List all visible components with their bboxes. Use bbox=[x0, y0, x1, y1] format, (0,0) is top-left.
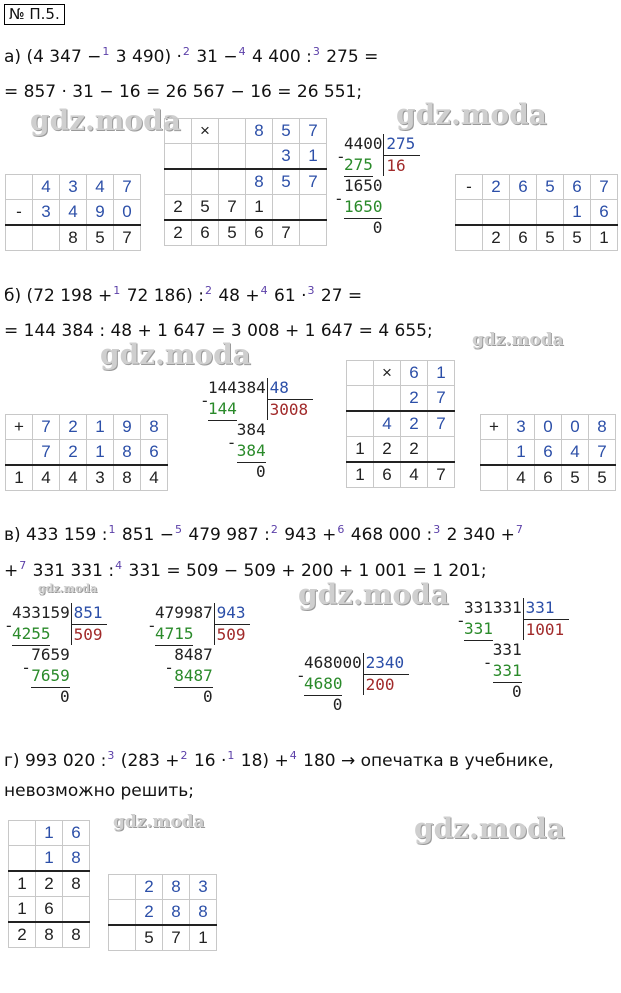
watermark: gdz.moda bbox=[298, 578, 449, 611]
division-number: 4255 bbox=[12, 624, 51, 643]
digit-cell: 8 bbox=[246, 119, 273, 144]
digit-cell: 5 bbox=[564, 225, 591, 251]
division-number: 0 bbox=[60, 687, 70, 706]
digit-cell: 2 bbox=[483, 175, 510, 200]
division-number: 468000 bbox=[304, 653, 362, 672]
division-number: 509 bbox=[216, 625, 246, 644]
digit-cell: 2 bbox=[374, 437, 401, 463]
division-number: 433159 bbox=[12, 603, 70, 622]
digit-cell: 7 bbox=[591, 175, 618, 200]
digit-cell: 0 bbox=[562, 415, 589, 440]
digit-cell: 2 bbox=[401, 437, 428, 463]
division-number: 331 bbox=[525, 598, 555, 617]
digit-cell: 1 bbox=[6, 465, 33, 491]
digit-cell bbox=[192, 144, 219, 170]
digit-cell: 7 bbox=[163, 925, 190, 951]
digit-cell: 4 bbox=[562, 440, 589, 466]
digit-cell: 9 bbox=[114, 415, 141, 440]
digit-cell: 8 bbox=[114, 465, 141, 491]
digit-cell: 6 bbox=[141, 440, 168, 466]
c-long-division-1 bbox=[4, 603, 134, 721]
digit-cell: 7 bbox=[428, 462, 455, 488]
division-number: 16 bbox=[386, 156, 406, 175]
digit-cell: 4 bbox=[87, 175, 114, 200]
digit-cell bbox=[483, 200, 510, 226]
d-addition-grid bbox=[108, 874, 217, 951]
watermark: gdz.moda bbox=[30, 104, 181, 137]
digit-cell bbox=[109, 875, 136, 900]
digit-cell: 1 bbox=[36, 846, 63, 872]
division-number: - bbox=[456, 610, 466, 630]
a-long-division bbox=[336, 134, 436, 254]
digit-cell: 3 bbox=[60, 175, 87, 200]
division-number: 2340 bbox=[365, 653, 405, 672]
c-long-division-3 bbox=[296, 653, 436, 723]
digit-cell: 3 bbox=[190, 875, 217, 900]
digit-cell bbox=[347, 411, 374, 437]
digit-cell: 4 bbox=[141, 465, 168, 491]
digit-cell: 4 bbox=[401, 462, 428, 488]
division-number: 275 bbox=[386, 134, 416, 153]
digit-cell bbox=[109, 900, 136, 926]
digit-cell bbox=[246, 144, 273, 170]
digit-cell: 7 bbox=[428, 411, 455, 437]
digit-cell: 4 bbox=[508, 465, 535, 491]
division-number: - bbox=[226, 432, 237, 452]
division-number: 3008 bbox=[269, 400, 309, 419]
division-number: 275 bbox=[344, 155, 373, 174]
division-line bbox=[464, 640, 493, 641]
digit-cell: 7 bbox=[114, 225, 141, 251]
line-c2: +$^7$ 331 331 :$^4$ 331 = 509 − 509 + 200 + 1 001 = 1 201; bbox=[4, 559, 487, 581]
digit-cell: 5 bbox=[219, 220, 246, 246]
digit-cell: - bbox=[6, 200, 33, 226]
c-long-division-2 bbox=[147, 603, 277, 721]
division-number: 0 bbox=[372, 218, 383, 237]
line-b2: = 144 384 : 48 + 1 647 = 3 008 + 1 647 = 4 655; bbox=[4, 321, 433, 341]
b-multiplication-grid bbox=[346, 360, 455, 488]
watermark: gdz.moda bbox=[100, 338, 251, 371]
digit-cell: 8 bbox=[63, 871, 90, 897]
division-number: 1001 bbox=[525, 620, 565, 639]
division-number: 384 bbox=[236, 441, 266, 460]
line-a2: = 857 · 31 − 16 = 26 567 − 16 = 26 551; bbox=[4, 82, 363, 102]
digit-cell: 1 bbox=[564, 200, 591, 226]
digit-cell: 7 bbox=[33, 440, 60, 466]
digit-cell: 8 bbox=[114, 440, 141, 466]
division-number: - bbox=[200, 390, 210, 410]
digit-cell bbox=[63, 897, 90, 923]
division-number: 1650 bbox=[344, 197, 383, 216]
d-multiplication-grid bbox=[8, 820, 90, 948]
division-number: 851 bbox=[73, 603, 103, 622]
division-number: 8487 bbox=[174, 666, 213, 685]
digit-cell: 2 bbox=[60, 415, 87, 440]
digit-cell: 8 bbox=[163, 900, 190, 926]
digit-cell: × bbox=[192, 119, 219, 144]
digit-cell: 7 bbox=[219, 195, 246, 221]
division-number: 384 bbox=[236, 420, 266, 439]
division-number: 331 bbox=[492, 661, 522, 680]
line-b1: б) (72 198 +$^1$ 72 186) :$^2$ 48 +$^4$ 61 ·$^3$ 27 = bbox=[4, 284, 363, 306]
division-number: 0 bbox=[203, 687, 213, 706]
digit-cell: 6 bbox=[63, 821, 90, 846]
watermark: gdz.moda bbox=[414, 812, 565, 845]
digit-cell bbox=[6, 175, 33, 200]
line-c1: в) 433 159 :$^1$ 851 −$^5$ 479 987 :$^2$ 943 +$^6$ 468 000 :$^3$ 2 340 +$^7$ bbox=[4, 523, 523, 545]
digit-cell: 2 bbox=[60, 440, 87, 466]
digit-cell: 5 bbox=[589, 465, 616, 491]
digit-cell: 1 bbox=[347, 462, 374, 488]
digit-cell: 0 bbox=[535, 415, 562, 440]
digit-cell: 7 bbox=[33, 415, 60, 440]
digit-cell bbox=[347, 361, 374, 386]
division-number: - bbox=[336, 146, 346, 166]
watermark: gdz.moda bbox=[113, 812, 205, 832]
digit-cell bbox=[165, 169, 192, 195]
digit-cell: 3 bbox=[87, 465, 114, 491]
digit-cell: 1 bbox=[300, 144, 327, 170]
digit-cell: 1 bbox=[87, 440, 114, 466]
division-number: - bbox=[334, 188, 344, 208]
digit-cell bbox=[374, 386, 401, 412]
division-number: 0 bbox=[332, 695, 343, 714]
digit-cell: 6 bbox=[535, 465, 562, 491]
watermark: gdz.moda bbox=[38, 582, 98, 595]
division-number: 479987 bbox=[155, 603, 213, 622]
a-multiplication-grid bbox=[164, 118, 327, 246]
digit-cell: 7 bbox=[589, 440, 616, 466]
digit-cell: 4 bbox=[374, 411, 401, 437]
division-number: 7659 bbox=[31, 645, 70, 664]
digit-cell: + bbox=[6, 415, 33, 440]
digit-cell: 2 bbox=[9, 922, 36, 948]
digit-cell: 1 bbox=[9, 897, 36, 923]
digit-cell: 2 bbox=[401, 386, 428, 412]
digit-cell: 7 bbox=[428, 386, 455, 412]
digit-cell bbox=[109, 925, 136, 951]
digit-cell bbox=[300, 195, 327, 221]
digit-cell: 4 bbox=[33, 465, 60, 491]
division-number: 4680 bbox=[304, 674, 343, 693]
digit-cell bbox=[9, 821, 36, 846]
digit-cell bbox=[219, 169, 246, 195]
digit-cell: 2 bbox=[483, 225, 510, 251]
digit-cell bbox=[33, 225, 60, 251]
digit-cell: - bbox=[456, 175, 483, 200]
digit-cell: 7 bbox=[114, 175, 141, 200]
digit-cell: 1 bbox=[87, 415, 114, 440]
digit-cell: 1 bbox=[36, 821, 63, 846]
division-number: 0 bbox=[256, 462, 266, 481]
digit-cell: 7 bbox=[300, 169, 327, 195]
division-number: 144384 bbox=[208, 378, 266, 397]
division-number: 331331 bbox=[464, 598, 522, 617]
digit-cell: 4 bbox=[60, 200, 87, 226]
digit-cell: 2 bbox=[136, 900, 163, 926]
digit-cell bbox=[219, 119, 246, 144]
digit-cell bbox=[510, 200, 537, 226]
division-number: 0 bbox=[512, 682, 522, 701]
digit-cell: 5 bbox=[537, 225, 564, 251]
digit-cell: 6 bbox=[591, 200, 618, 226]
digit-cell bbox=[9, 846, 36, 872]
digit-cell: 4 bbox=[60, 465, 87, 491]
digit-cell bbox=[300, 220, 327, 246]
digit-cell bbox=[456, 225, 483, 251]
division-number: - bbox=[4, 615, 14, 635]
division-number: - bbox=[21, 657, 31, 677]
digit-cell: 1 bbox=[246, 195, 273, 221]
digit-cell: 5 bbox=[562, 465, 589, 491]
watermark: gdz.moda bbox=[472, 330, 564, 350]
digit-cell: 7 bbox=[300, 119, 327, 144]
digit-cell: 6 bbox=[535, 440, 562, 466]
digit-cell bbox=[347, 386, 374, 412]
digit-cell: 8 bbox=[63, 922, 90, 948]
digit-cell: 8 bbox=[246, 169, 273, 195]
digit-cell: 1 bbox=[508, 440, 535, 466]
division-number: 200 bbox=[365, 675, 395, 694]
digit-cell: 5 bbox=[192, 195, 219, 221]
digit-cell: 6 bbox=[192, 220, 219, 246]
digit-cell: 1 bbox=[428, 361, 455, 386]
digit-cell: 2 bbox=[36, 871, 63, 897]
digit-cell: 4 bbox=[33, 175, 60, 200]
digit-cell bbox=[6, 225, 33, 251]
digit-cell bbox=[273, 195, 300, 221]
digit-cell: 2 bbox=[165, 220, 192, 246]
digit-cell: 5 bbox=[136, 925, 163, 951]
a-subtraction-grid-2 bbox=[455, 174, 618, 251]
b-addition-grid-2 bbox=[480, 414, 616, 491]
digit-cell bbox=[481, 440, 508, 466]
division-line bbox=[208, 420, 237, 421]
division-number: 7659 bbox=[31, 666, 70, 685]
b-long-division bbox=[200, 378, 330, 498]
digit-cell: 6 bbox=[510, 225, 537, 251]
digit-cell bbox=[6, 440, 33, 466]
digit-cell: 5 bbox=[87, 225, 114, 251]
digit-cell: 1 bbox=[9, 871, 36, 897]
division-number: 509 bbox=[73, 625, 103, 644]
division-number: 943 bbox=[216, 603, 246, 622]
digit-cell: 3 bbox=[273, 144, 300, 170]
division-number: 48 bbox=[269, 378, 289, 397]
digit-cell: 1 bbox=[190, 925, 217, 951]
division-number: - bbox=[482, 652, 493, 672]
digit-cell: 6 bbox=[564, 175, 591, 200]
digit-cell bbox=[192, 169, 219, 195]
task-number: № П.5. bbox=[4, 4, 65, 25]
digit-cell: 3 bbox=[508, 415, 535, 440]
digit-cell bbox=[537, 200, 564, 226]
c-long-division-4 bbox=[456, 598, 596, 716]
digit-cell: 8 bbox=[63, 846, 90, 872]
digit-cell bbox=[165, 144, 192, 170]
digit-cell: 7 bbox=[273, 220, 300, 246]
digit-cell: 6 bbox=[374, 462, 401, 488]
digit-cell bbox=[428, 437, 455, 463]
digit-cell bbox=[165, 119, 192, 144]
digit-cell: 2 bbox=[165, 195, 192, 221]
digit-cell: 6 bbox=[401, 361, 428, 386]
digit-cell: × bbox=[374, 361, 401, 386]
digit-cell: 8 bbox=[589, 415, 616, 440]
digit-cell: 8 bbox=[190, 900, 217, 926]
digit-cell: 8 bbox=[36, 922, 63, 948]
digit-cell: 6 bbox=[246, 220, 273, 246]
digit-cell: 5 bbox=[273, 119, 300, 144]
division-number: 4400 bbox=[344, 134, 383, 153]
line-a1: а) (4 347 −$^1$ 3 490) ·$^2$ 31 −$^4$ 4 400 :$^3$ 275 = bbox=[4, 45, 379, 67]
digit-cell: 1 bbox=[347, 437, 374, 463]
digit-cell: 0 bbox=[114, 200, 141, 226]
digit-cell: 8 bbox=[163, 875, 190, 900]
digit-cell: 6 bbox=[510, 175, 537, 200]
digit-cell: 5 bbox=[273, 169, 300, 195]
digit-cell: 5 bbox=[537, 175, 564, 200]
digit-cell: 6 bbox=[36, 897, 63, 923]
digit-cell: 3 bbox=[33, 200, 60, 226]
digit-cell bbox=[481, 465, 508, 491]
division-number: - bbox=[296, 665, 306, 685]
line-d2: невозможно решить; bbox=[4, 781, 194, 801]
division-number: - bbox=[164, 657, 174, 677]
digit-cell: + bbox=[481, 415, 508, 440]
a-subtraction-grid bbox=[5, 174, 141, 251]
digit-cell: 1 bbox=[591, 225, 618, 251]
division-number: 8487 bbox=[174, 645, 213, 664]
digit-cell bbox=[456, 200, 483, 226]
division-number: 144 bbox=[208, 399, 237, 418]
division-number: 4715 bbox=[155, 624, 194, 643]
digit-cell: 8 bbox=[60, 225, 87, 251]
digit-cell: 9 bbox=[87, 200, 114, 226]
division-number: 1650 bbox=[344, 176, 383, 195]
b-addition-grid bbox=[5, 414, 168, 491]
digit-cell bbox=[219, 144, 246, 170]
division-number: - bbox=[147, 615, 157, 635]
division-number: 331 bbox=[492, 640, 522, 659]
line-d1: г) 993 020 :$^3$ (283 +$^2$ 16 ·$^1$ 18) +$^4$ 180 → опечатка в учебнике, bbox=[4, 749, 554, 771]
digit-cell: 8 bbox=[141, 415, 168, 440]
digit-cell: 2 bbox=[136, 875, 163, 900]
watermark: gdz.moda bbox=[396, 98, 547, 131]
digit-cell: 2 bbox=[401, 411, 428, 437]
division-number: 331 bbox=[464, 619, 493, 638]
